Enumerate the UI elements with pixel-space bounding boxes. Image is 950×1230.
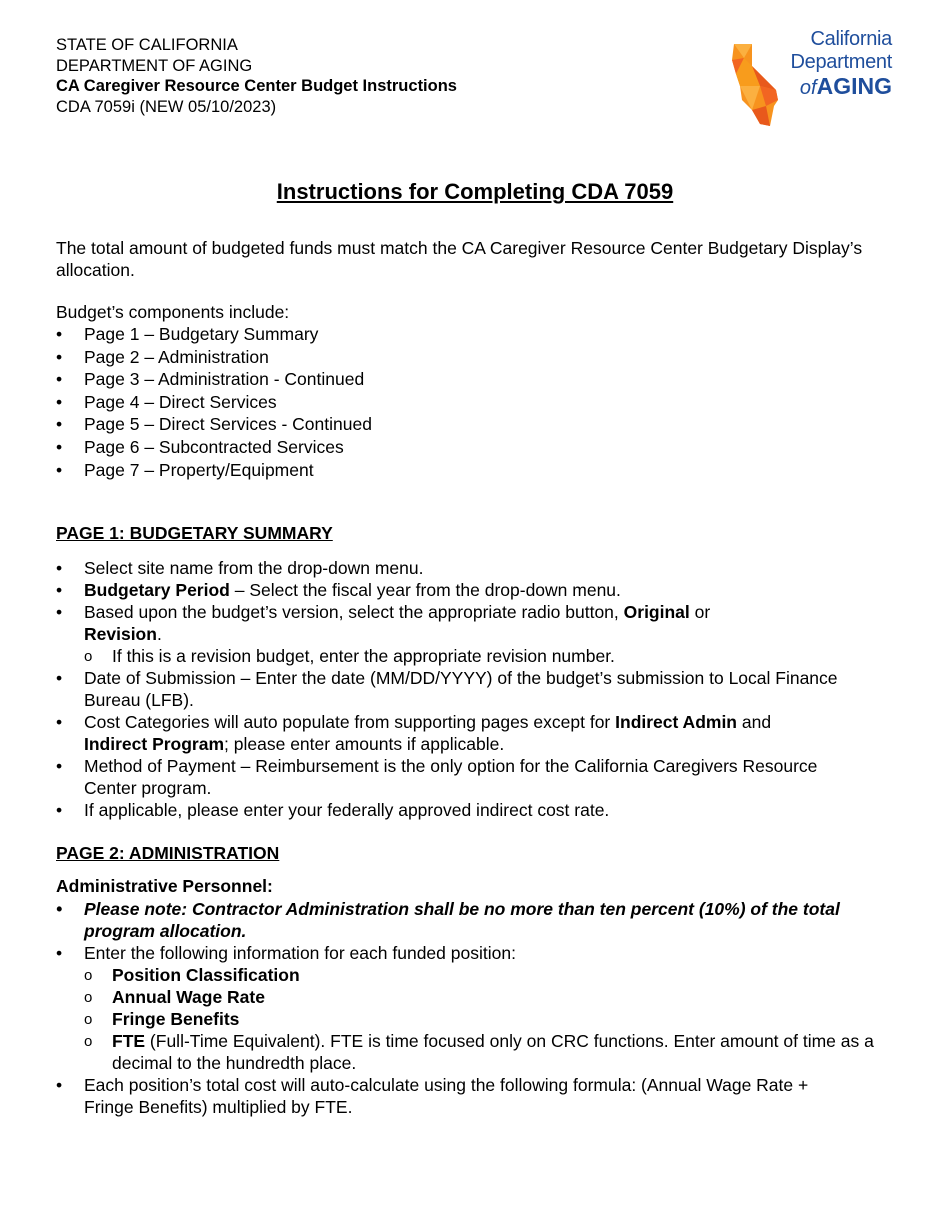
item-text: – Select the fiscal year from the drop-down menu.: [229, 580, 621, 600]
list-item: • Page 5 – Direct Services - Continued: [0, 413, 840, 435]
list-item: • Page 6 – Subcontracted Services: [0, 436, 840, 458]
header-form-number: CDA 7059i (NEW 05/10/2023): [56, 97, 277, 116]
list-item-note: • Please note: Contractor Administration shall be no more than ten percent (10%) of the total program allocation.: [0, 898, 895, 942]
item-text: ; please enter amounts if applicable.: [224, 734, 505, 754]
logo-california: California: [810, 28, 892, 50]
item-bold: Revision: [84, 624, 157, 644]
intro-paragraph: The total amount of budgeted funds must match the CA Caregiver Resource Center Budgetary Display’s allocation.: [56, 238, 863, 280]
page-title: Instructions for Completing CDA 7059: [276, 179, 674, 204]
list-item: [0, 579, 895, 601]
item-text: (Full-Time Equivalent). FTE is time focused only on CRC functions. Enter amount of time as a decimal to the hundredth place.: [112, 1031, 874, 1073]
item-bold: FTE: [112, 1031, 146, 1051]
list-item: [0, 601, 895, 645]
sub-list-item: [0, 1008, 895, 1030]
components-list: [0, 323, 840, 481]
cda-logo: [730, 28, 900, 130]
item-text: and: [737, 712, 772, 732]
header-state: STATE OF CALIFORNIA: [56, 36, 238, 54]
page2-instructions: [0, 898, 895, 1118]
item-bold: Indirect Admin: [615, 712, 737, 732]
item-text: Cost Categories will auto populate from supporting pages except for: [84, 712, 616, 732]
list-item: • Date of Submission – Enter the date (MM/DD/YYYY) of the budget’s submission to Local Finance Bureau (LFB).: [0, 667, 895, 711]
list-item: • Page 7 – Property/Equipment: [0, 459, 840, 481]
item-bold: Fringe Benefits: [112, 1009, 240, 1029]
subheading-admin-personnel: Administrative Personnel:: [56, 876, 273, 896]
header-department: DEPARTMENT OF AGING: [56, 56, 253, 75]
list-item: [0, 755, 895, 799]
item-bold: Position Classification: [112, 965, 300, 985]
list-item: [0, 711, 895, 755]
item-bold: Budgetary Period: [84, 580, 230, 600]
item-text: Based upon the budget’s version, select the appropriate radio button,: [84, 602, 624, 622]
form-header: [56, 35, 457, 117]
logo-text: [768, 28, 892, 100]
list-item: • If applicable, please enter your federally approved indirect cost rate.: [0, 799, 895, 821]
item-bold: Annual Wage Rate: [112, 987, 265, 1007]
logo-of: of: [799, 77, 817, 99]
sub-list-item: [0, 986, 895, 1008]
list-item: • Page 4 – Direct Services: [0, 391, 840, 413]
section-heading-page2: PAGE 2: ADMINISTRATION: [56, 843, 280, 863]
page1-instructions: [0, 557, 895, 821]
item-text: Select site name from the drop-down menu.: [84, 558, 424, 578]
list-item: • Page 2 – Administration: [0, 346, 840, 368]
logo-of-aging: [768, 74, 892, 100]
list-item: • Each position’s total cost will auto-calculate using the following formula: (Annual Wage Rate + Fringe Benefits) multiplied by FTE.: [0, 1074, 895, 1118]
header-form-title: CA Caregiver Resource Center Budget Instructions: [56, 77, 457, 95]
item-bold: Indirect Program: [84, 734, 225, 754]
list-item: • Enter the following information for each funded position:: [0, 942, 895, 964]
logo-aging: AGING: [816, 73, 892, 99]
sub-list-item: o If this is a revision budget, enter the appropriate revision number.: [0, 645, 895, 667]
section-heading-page1: PAGE 1: BUDGETARY SUMMARY: [56, 523, 333, 543]
logo-department: Department: [790, 51, 892, 73]
list-item: • Page 3 – Administration - Continued: [0, 368, 840, 390]
item-text: .: [156, 624, 162, 644]
list-item: [0, 557, 895, 579]
sub-list-item: [0, 1030, 895, 1074]
components-label: Budget’s components include:: [56, 302, 290, 322]
sub-list-item: [0, 964, 895, 986]
item-bold: Original: [623, 602, 690, 622]
item-text: or: [689, 602, 711, 622]
list-item: • Page 1 – Budgetary Summary: [0, 323, 840, 345]
item-text: Method of Payment – Reimbursement is the only option for the California Caregivers Resource Center program.: [84, 756, 818, 798]
